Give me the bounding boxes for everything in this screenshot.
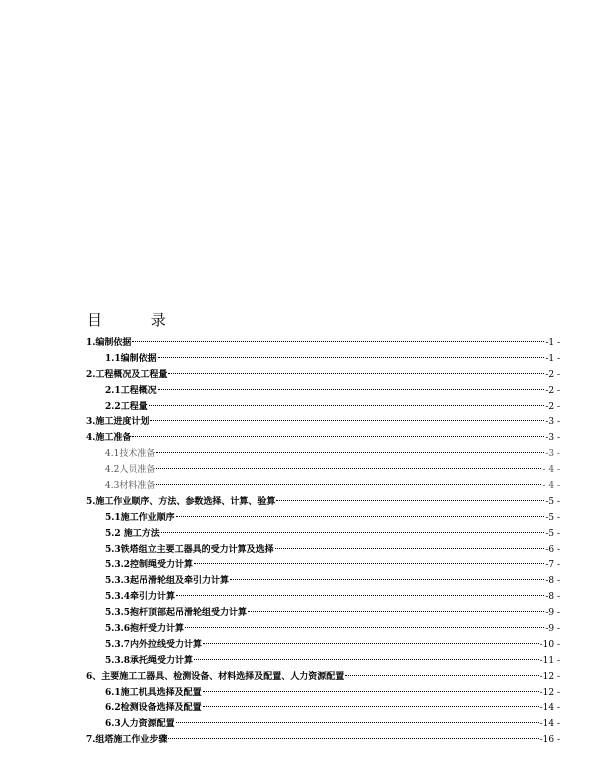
toc-entry-page: - 4 - (542, 481, 560, 492)
toc-entry-title: 5.3.3起吊滑轮组及牵引力计算 (105, 576, 230, 587)
toc-entry-page: -3 - (545, 417, 560, 428)
toc-entry[interactable] (86, 495, 560, 511)
toc-entry-page: -8 - (545, 576, 560, 587)
toc-leader-dots (194, 562, 544, 564)
toc-entry-title: 5.3铁塔组立主要工器具的受力计算及选择 (105, 544, 274, 555)
toc-leader-dots (176, 515, 545, 517)
toc-entry[interactable] (86, 368, 560, 384)
toc-entry-title: 1.1编制依据 (105, 353, 157, 364)
toc-entry-title: 2.工程概况及工程量 (86, 369, 168, 380)
toc-entry-title: 6、主要施工工器具、检测设备、材料选择及配置、人力资源配置 (86, 671, 345, 682)
toc-entry-title: 5.3.6抱杆受力计算 (105, 624, 185, 635)
toc-entry-page: -5 - (545, 528, 560, 539)
toc-entry-page: -9 - (545, 624, 560, 635)
toc-leader-dots (203, 705, 539, 707)
toc-entry-title: 5.施工作业顺序、方法、参数选择、计算、验算 (86, 496, 276, 507)
toc-leader-dots (276, 499, 544, 501)
toc-entry[interactable] (86, 574, 560, 590)
toc-entry-page: -2 - (545, 369, 560, 380)
toc-entry[interactable] (86, 511, 560, 527)
toc-leader-dots (149, 404, 545, 406)
toc-entry[interactable] (86, 479, 560, 495)
toc-entry[interactable] (86, 606, 560, 622)
toc-entry-title: 3.施工进度计划 (86, 417, 150, 428)
toc-leader-dots (194, 658, 539, 660)
toc-entry-page: -10 - (539, 639, 560, 650)
toc-entry-title: 2.2工程量 (105, 401, 148, 412)
toc-entry-title: 6.1施工机具选择及配置 (105, 687, 202, 698)
toc-entry[interactable] (86, 638, 560, 654)
toc-entry-title: 5.3.2控制绳受力计算 (105, 560, 194, 571)
toc-entry[interactable] (86, 352, 560, 368)
toc-entry-title: 5.3.4牵引力计算 (105, 592, 176, 603)
toc-entry[interactable] (86, 701, 560, 717)
toc-entry[interactable] (86, 415, 560, 431)
toc-leader-dots (176, 594, 544, 596)
toc-entry[interactable] (86, 400, 560, 416)
toc-entry-page: -8 - (545, 592, 560, 603)
toc-entry[interactable] (86, 622, 560, 638)
toc-heading: 目 录 (87, 311, 188, 329)
toc-leader-dots (156, 467, 541, 469)
toc-leader-dots (158, 388, 545, 390)
toc-leader-dots (203, 642, 539, 644)
toc-leader-dots (176, 721, 539, 723)
toc-leader-dots (203, 690, 539, 692)
toc-entry-title: 7.组塔施工作业步骤 (86, 735, 168, 746)
toc-entry-title: 1.编制依据 (86, 338, 132, 348)
toc-entry[interactable] (86, 527, 560, 543)
toc-entry-page: -12 - (539, 671, 560, 682)
toc-entry[interactable] (86, 654, 560, 670)
toc-entry-page: -11 - (539, 655, 560, 666)
toc-entry-page: -6 - (545, 544, 560, 555)
toc-entry-page: -5 - (545, 496, 560, 507)
toc-entry-title: 5.3.5抱杆顶部起吊滑轮组受力计算 (105, 608, 248, 619)
table-of-contents (86, 336, 560, 749)
toc-entry-page: -14 - (539, 719, 560, 730)
toc-entry-title: 4.3材料准备 (105, 481, 156, 492)
toc-entry[interactable] (86, 590, 560, 606)
toc-entry-page: -3 - (545, 433, 560, 444)
toc-entry-title: 6.3人力资源配置 (105, 719, 175, 730)
toc-entry-title: 4.1技术准备 (105, 449, 156, 460)
toc-entry-title: 4.施工准备 (86, 433, 132, 444)
toc-leader-dots (156, 451, 544, 453)
toc-entry-page: -7 - (545, 560, 560, 571)
toc-entry[interactable] (86, 717, 560, 733)
toc-leader-dots (248, 610, 544, 612)
toc-entry[interactable] (86, 384, 560, 400)
toc-entry-title: 5.1施工作业顺序 (105, 512, 175, 523)
toc-leader-dots (230, 578, 544, 580)
toc-leader-dots (132, 340, 544, 342)
toc-leader-dots (156, 483, 541, 485)
toc-entry-page: -2 - (545, 385, 560, 396)
toc-entry[interactable] (86, 431, 560, 447)
toc-entry-title: 6.2检测设备选择及配置 (105, 703, 202, 714)
toc-leader-dots (132, 435, 544, 437)
toc-entry-page: -12 - (539, 687, 560, 698)
toc-entry[interactable] (86, 670, 560, 686)
toc-entry[interactable] (86, 543, 560, 559)
toc-leader-dots (158, 356, 545, 358)
toc-entry[interactable] (86, 686, 560, 702)
toc-entry-title: 4.2人员准备 (105, 465, 156, 476)
toc-entry[interactable] (86, 463, 560, 479)
toc-entry[interactable] (86, 558, 560, 574)
toc-entry-page: -1 - (545, 353, 560, 364)
toc-entry-title: 5.2 施工方法 (105, 528, 160, 539)
toc-entry[interactable] (86, 336, 560, 352)
toc-entry-title: 5.3.7内外拉线受力计算 (105, 639, 203, 650)
toc-entry[interactable] (86, 447, 560, 463)
toc-entry-title: 5.3.8承托绳受力计算 (105, 655, 194, 666)
toc-leader-dots (168, 737, 538, 739)
toc-leader-dots (168, 372, 544, 374)
toc-entry-page: -1 - (545, 338, 560, 348)
toc-entry-page: -9 - (545, 608, 560, 619)
toc-leader-dots (275, 547, 545, 549)
toc-leader-dots (185, 626, 544, 628)
toc-leader-dots (345, 674, 538, 676)
toc-entry-page: - 4 - (542, 465, 560, 476)
toc-entry-page: -3 - (545, 449, 560, 460)
toc-entry-page: -2 - (545, 401, 560, 412)
toc-entry-page: -14 - (539, 703, 560, 714)
toc-entry-page: -16 - (539, 735, 560, 746)
toc-entry[interactable] (86, 733, 560, 749)
toc-leader-dots (150, 419, 544, 421)
toc-entry-page: -5 - (545, 512, 560, 523)
toc-entry-title: 2.1工程概况 (105, 385, 157, 396)
toc-leader-dots (161, 531, 545, 533)
